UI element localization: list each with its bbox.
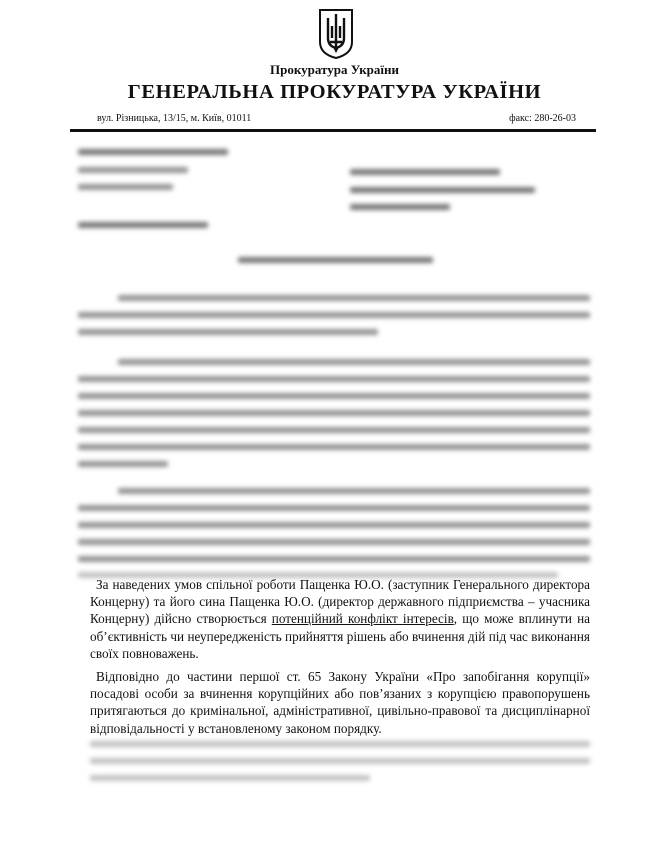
redacted-content-bottom — [0, 735, 669, 835]
header-divider — [70, 129, 596, 132]
conflict-of-interest-underlined: потенційний конфлікт інтересів — [271, 611, 454, 627]
agency-address: вул. Різницька, 13/15, м. Київ, 01011 — [97, 113, 252, 124]
trident-coat-of-arms-icon — [318, 8, 354, 60]
agency-fax: факс: 280-26-03 — [509, 113, 576, 124]
paragraph-conflict-of-interest — [90, 576, 590, 662]
paragraph-legal-liability: Відповідно до частини першої ст. 65 Закону України «Про запобігання корупції» посадові особи за вчинення корупційних або пов’язаних з корупцією правопорушень притягаються до кримінальної, адміністративної, цивільно-правової та дисциплінарної відповідальності у встановленому законом порядку. — [90, 669, 590, 736]
agency-title: ГЕНЕРАЛЬНА ПРОКУРАТУРА УКРАЇНИ — [127, 81, 542, 103]
paragraph1-text-start: За наведених умов спільної роботи Пащенка Ю.О. (заступник Генерального директора Концерну) та його сина Пащенка Ю.О. (директор державного підприємства – учасника Концерну) дійсно створюється — [90, 577, 590, 627]
paragraph1-text-end: , що може вплинути на об’єктивність чи неупередженість прийняття рішень або вчинення дій під час виконання своїх повноважень. — [90, 611, 590, 661]
agency-subtitle: Прокуратура України — [269, 62, 400, 77]
redacted-content — [0, 135, 669, 575]
